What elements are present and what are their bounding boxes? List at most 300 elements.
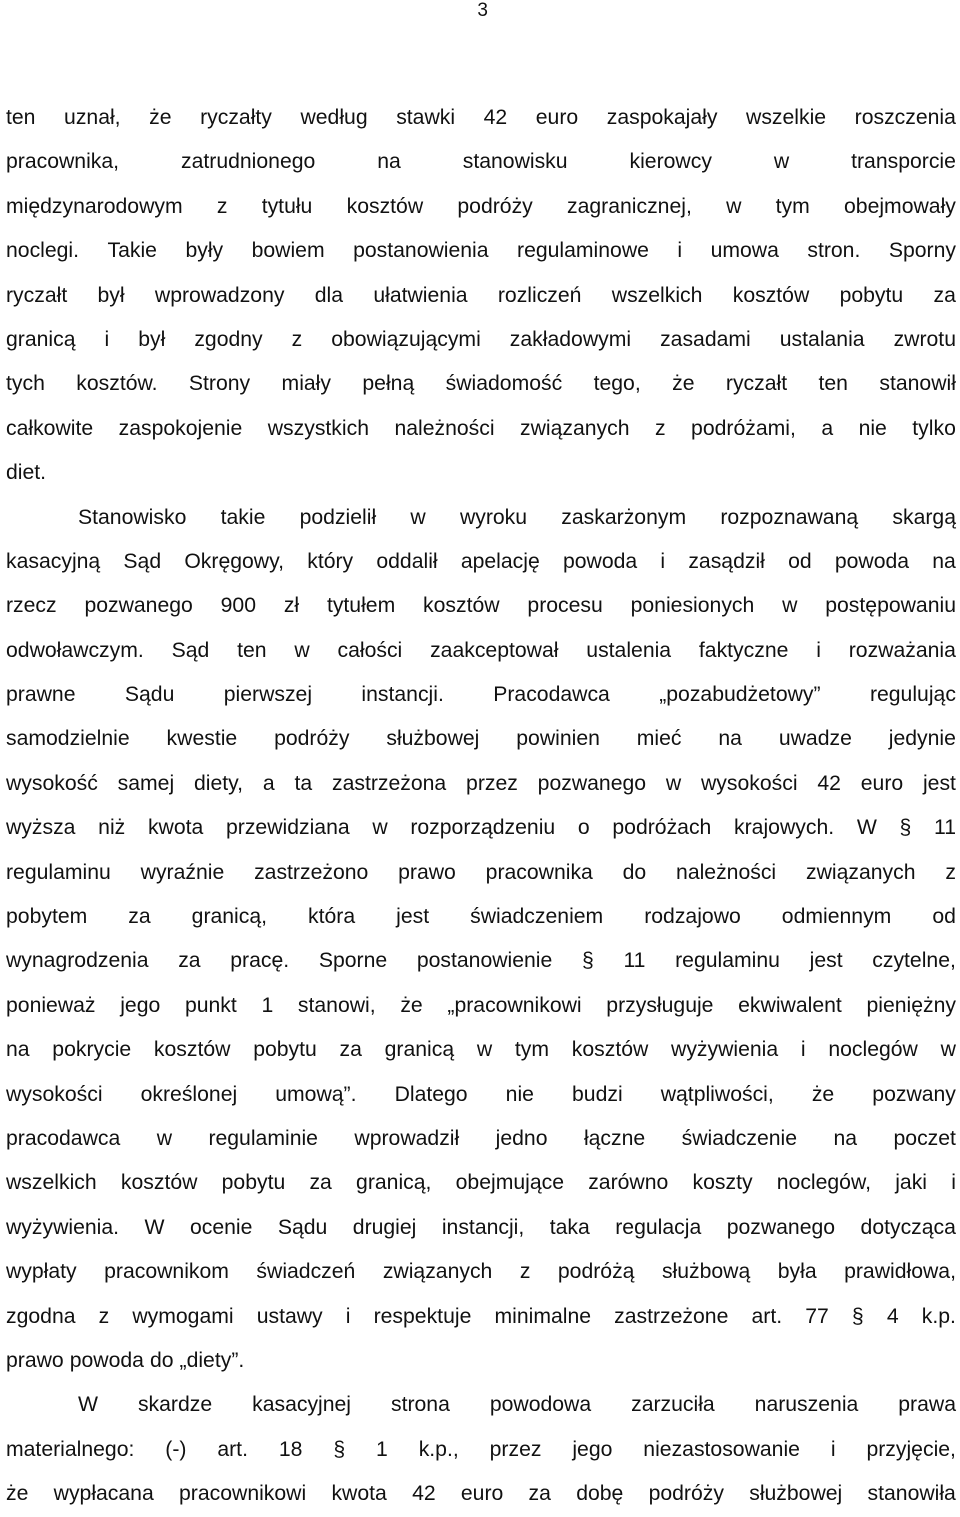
word: 42: [817, 771, 841, 795]
word: zagranicznej,: [567, 194, 692, 218]
word: rozpoznawaną: [720, 505, 859, 529]
text-line: [6, 895, 956, 939]
word: regulaminu: [6, 860, 111, 884]
word: za: [528, 1482, 551, 1506]
text-line: [6, 1028, 956, 1072]
word: pozwanego: [726, 1215, 836, 1239]
word: kwestie: [166, 727, 238, 751]
word: związanych: [520, 416, 630, 440]
word: samej: [117, 771, 175, 795]
word: wyższa: [6, 816, 76, 840]
word: podróży: [648, 1482, 724, 1506]
word: regulaminu: [675, 949, 780, 973]
word: nie: [858, 416, 887, 440]
word: 900: [220, 594, 256, 618]
word: kosztów.: [76, 372, 158, 396]
word: zaspokajały: [606, 106, 718, 129]
word: punkt: [184, 993, 237, 1017]
word: powoda: [69, 1348, 144, 1372]
word: w: [940, 1038, 956, 1062]
word: zastrzeżona: [331, 771, 447, 795]
word: Pracodawca: [493, 683, 610, 707]
word: ekwiwalent: [738, 993, 842, 1017]
word: a: [262, 771, 275, 795]
text-line: [6, 1428, 956, 1472]
word: uznał,: [64, 106, 121, 129]
word: a: [821, 416, 834, 440]
word: Sądu: [277, 1215, 328, 1239]
word: minimalne: [494, 1304, 592, 1328]
word: wypłaty: [6, 1260, 77, 1284]
word: o: [577, 816, 590, 840]
word: świadczeniem: [470, 905, 604, 929]
word: wszelkich: [6, 1171, 97, 1195]
word: miały: [281, 372, 331, 396]
word: dotycząca: [860, 1215, 956, 1239]
word: z: [945, 860, 956, 884]
word: zł: [283, 594, 300, 618]
word: zarzuciła: [631, 1393, 715, 1417]
word: granicą: [6, 327, 76, 351]
text-line: [6, 496, 956, 540]
word: kwota: [147, 816, 204, 840]
word: powoda: [834, 549, 910, 573]
word: czytelne,: [872, 949, 956, 973]
word: świadomość: [445, 372, 563, 396]
text-line: [6, 229, 956, 273]
word: stanowił: [879, 372, 956, 396]
word: ryczałt: [725, 372, 788, 396]
text-line: [6, 806, 956, 850]
word: umową”.: [275, 1082, 357, 1106]
word: prawo: [6, 1348, 64, 1372]
word: pobytu: [221, 1171, 286, 1195]
word: pełną: [362, 372, 415, 396]
word: pracownika,: [6, 150, 120, 174]
word: powinien: [516, 727, 600, 751]
word: jest: [809, 949, 843, 973]
word: podróżach: [612, 816, 712, 840]
word: instancji,: [441, 1215, 525, 1239]
word: materialnego:: [6, 1437, 135, 1461]
word: zgodny: [194, 327, 263, 351]
word: i: [830, 1437, 836, 1461]
word: że: [149, 106, 172, 129]
word: pobytem: [6, 905, 88, 929]
word: na: [932, 549, 956, 573]
word: zwrotu: [893, 327, 956, 351]
word: na: [718, 727, 742, 751]
word: zaskarżonym: [561, 505, 687, 529]
word: pieniężny: [866, 993, 956, 1017]
word: wymogami: [132, 1304, 234, 1328]
word: ustalenia: [586, 638, 672, 662]
word: ocenie: [189, 1215, 253, 1239]
text-line: [6, 1250, 956, 1294]
word: Sporne: [318, 949, 388, 973]
word: naruszenia: [754, 1393, 859, 1417]
word: 18: [278, 1437, 303, 1461]
text-line: [6, 1472, 956, 1516]
word: uwadze: [778, 727, 852, 751]
text-line: [6, 1383, 956, 1427]
word: przysługuje: [606, 993, 714, 1017]
word: noclegów,: [776, 1171, 871, 1195]
word: tych: [6, 372, 45, 396]
word: pracodawca: [6, 1126, 121, 1150]
word: W: [78, 1393, 98, 1417]
word: zarówno: [588, 1171, 669, 1195]
word: łączne: [583, 1126, 646, 1150]
word: świadczeń: [256, 1260, 356, 1284]
word: prawne: [6, 683, 76, 707]
document-body: [6, 96, 956, 1517]
word: z: [98, 1304, 110, 1328]
word: 11: [933, 816, 956, 840]
word: 77: [805, 1304, 829, 1328]
word: Okręgowy,: [184, 549, 285, 573]
word: ułatwienia: [373, 283, 468, 307]
word: był: [97, 283, 125, 307]
text-line: [6, 1161, 956, 1205]
word: dla: [314, 283, 344, 307]
word: i: [660, 549, 666, 573]
word: w: [782, 594, 798, 618]
word: kosztów: [423, 594, 500, 618]
word: międzynarodowym: [6, 194, 183, 218]
text-line: [6, 540, 956, 584]
word: wszelkie: [746, 106, 827, 129]
word: ryczałty: [200, 106, 272, 129]
word: zastrzeżono: [254, 860, 369, 884]
word: taka: [549, 1215, 590, 1239]
word: za: [309, 1171, 332, 1195]
word: ta: [294, 771, 313, 795]
word: k.p.: [921, 1304, 956, 1328]
word: stron.: [807, 239, 861, 263]
word: przez: [489, 1437, 542, 1461]
word: stanowi,: [297, 993, 376, 1017]
word: §: [899, 816, 912, 840]
word: wyżywienia.: [6, 1215, 120, 1239]
word: była: [777, 1260, 817, 1284]
word: wyżywienia: [671, 1038, 779, 1062]
word: obowiązującymi: [331, 327, 481, 351]
word: euro: [535, 106, 579, 129]
word: kasacyjnej: [252, 1393, 352, 1417]
word: jego: [572, 1437, 613, 1461]
word: Dlatego: [394, 1082, 468, 1106]
word: pobytu: [253, 1038, 317, 1062]
word: i: [677, 239, 683, 263]
word: regulaminowe: [517, 239, 649, 263]
word: przez: [466, 771, 518, 795]
word: od: [788, 549, 812, 573]
word: euro: [460, 1482, 504, 1506]
word: że: [6, 1482, 29, 1506]
word: niż: [98, 816, 126, 840]
word: rodzajowo: [644, 905, 741, 929]
word: rozporządzeniu: [410, 816, 556, 840]
word: samodzielnie: [6, 727, 130, 751]
word: kosztów: [571, 1038, 649, 1062]
word: tylko: [912, 416, 956, 440]
word: pracownikom: [104, 1260, 229, 1284]
word: postanowienia: [353, 239, 489, 263]
word: że: [672, 372, 695, 396]
word: zatrudnionego: [181, 150, 316, 174]
word: diety,: [194, 771, 244, 795]
word: art.: [751, 1304, 783, 1328]
word: krajowych.: [734, 816, 835, 840]
word: wątpliwości,: [660, 1082, 774, 1106]
word: skardze: [137, 1393, 213, 1417]
word: zasądził: [688, 549, 765, 573]
text-line: [6, 629, 956, 673]
word: na: [833, 1126, 858, 1150]
word: apelację: [460, 549, 540, 573]
word: przewidziana: [225, 816, 350, 840]
word: jest: [396, 905, 430, 929]
word: instancji.: [361, 683, 444, 707]
word: wszystkich: [267, 416, 369, 440]
word: zastrzeżone: [614, 1304, 729, 1328]
word: poniesionych: [630, 594, 755, 618]
word: stanowiła: [867, 1482, 956, 1506]
word: wprowadził: [354, 1126, 460, 1150]
word: faktyczne: [698, 638, 789, 662]
word: wynagrodzenia: [6, 949, 149, 973]
word: postanowienie: [416, 949, 553, 973]
text-line: [6, 851, 956, 895]
word: na: [377, 150, 401, 174]
word: Strony: [188, 372, 251, 396]
word: rozważania: [848, 638, 956, 662]
word: „pracownikowi: [447, 993, 582, 1017]
word: §: [851, 1304, 864, 1328]
word: art.: [217, 1437, 248, 1461]
word: zaspokojenie: [118, 416, 243, 440]
word: tytułem: [326, 594, 396, 618]
word: koszty: [692, 1171, 753, 1195]
word: odwoławczym.: [6, 638, 144, 662]
word: jego: [120, 993, 161, 1017]
word: z: [655, 416, 666, 440]
word: pracownikowi: [179, 1482, 307, 1506]
word: mieć: [636, 727, 682, 751]
word: ustawy: [256, 1304, 323, 1328]
word: skargą: [892, 505, 956, 529]
word: ten: [818, 372, 848, 396]
word: za: [339, 1038, 362, 1062]
word: wprowadzony: [154, 283, 285, 307]
word: ponieważ: [6, 993, 96, 1017]
word: 42: [483, 106, 508, 129]
word: w: [294, 638, 310, 662]
word: wysokości: [6, 1082, 103, 1106]
word: i: [800, 1038, 806, 1062]
word: należności: [676, 860, 777, 884]
word: pierwszej: [223, 683, 313, 707]
word: regulaminie: [208, 1126, 318, 1150]
word: jaki: [895, 1171, 927, 1195]
text-line: [6, 939, 956, 983]
word: stawki: [396, 106, 456, 129]
word: Sądu: [124, 683, 175, 707]
word: Sporny: [888, 239, 956, 263]
word: podróży: [274, 727, 350, 751]
word: w: [476, 1038, 493, 1062]
word: tym: [775, 194, 810, 218]
word: stanowisku: [462, 150, 568, 174]
word: kosztów: [120, 1171, 198, 1195]
word: 1: [376, 1437, 388, 1461]
word: kosztów: [153, 1038, 231, 1062]
word: z: [291, 327, 303, 351]
word: pozwanego: [537, 771, 647, 795]
word: służbowej: [749, 1482, 843, 1506]
text-line: [6, 762, 956, 806]
word: świadczenie: [681, 1126, 798, 1150]
word: kosztów: [732, 283, 810, 307]
word: rzecz: [6, 594, 57, 618]
word: i: [345, 1304, 351, 1328]
word: pracownika: [485, 860, 593, 884]
word: noclegów: [828, 1038, 918, 1062]
word: na: [6, 1038, 30, 1062]
word: od: [932, 905, 956, 929]
word: granicą,: [191, 905, 268, 929]
word: rozliczeń: [497, 283, 582, 307]
word: pozwanego: [84, 594, 193, 618]
text-line: [6, 1339, 956, 1383]
word: zaakceptował: [430, 638, 559, 662]
word: związanych: [382, 1260, 493, 1284]
word: do: [149, 1348, 174, 1372]
word: całości: [337, 638, 403, 662]
word: 42: [412, 1482, 436, 1506]
word: noclegi.: [6, 239, 80, 263]
word: podróżami,: [691, 416, 796, 440]
text-line: [6, 984, 956, 1028]
text-line: [6, 407, 956, 451]
text-line: [6, 185, 956, 229]
word: postępowaniu: [825, 594, 956, 618]
page-number: 3: [477, 0, 488, 21]
word: regulacja: [615, 1215, 702, 1239]
word: strona: [390, 1393, 450, 1417]
word: w: [372, 816, 388, 840]
word: ryczałt: [6, 283, 68, 307]
word: k.p.,: [418, 1437, 459, 1461]
word: Sąd: [171, 638, 210, 662]
word: wyraźnie: [140, 860, 225, 884]
word: zasadami: [660, 327, 751, 351]
word: przyjęcie,: [866, 1437, 956, 1461]
word: Stanowisko: [78, 505, 187, 529]
word: podzielił: [299, 505, 377, 529]
word: był: [138, 327, 166, 351]
word: że: [400, 993, 423, 1017]
word: tytułu: [261, 194, 313, 218]
word: do: [622, 860, 647, 884]
word: ustalania: [779, 327, 865, 351]
word: niezastosowanie: [643, 1437, 800, 1461]
word: były: [185, 239, 224, 263]
word: jedno: [495, 1126, 548, 1150]
text-line: [6, 96, 956, 140]
word: z: [519, 1260, 531, 1284]
word: podróży: [457, 194, 533, 218]
word: ten: [6, 106, 36, 129]
word: pokrycie: [52, 1038, 132, 1062]
word: w: [726, 194, 742, 218]
text-line: [6, 140, 956, 184]
word: prawa: [898, 1393, 956, 1417]
word: wypłacana: [53, 1482, 154, 1506]
word: respektuje: [373, 1304, 472, 1328]
word: §: [581, 949, 594, 973]
word: i: [816, 638, 821, 662]
word: podróżą: [557, 1260, 635, 1284]
word: 11: [623, 949, 646, 973]
word: granicą: [384, 1038, 455, 1062]
word: za: [178, 949, 201, 973]
word: w: [665, 771, 682, 795]
word: §: [333, 1437, 346, 1461]
word: pobytu: [839, 283, 904, 307]
text-line: [6, 673, 956, 717]
word: kierowcy: [629, 150, 712, 174]
word: transporcie: [851, 150, 956, 174]
text-line: [6, 362, 956, 406]
text-line: [6, 717, 956, 761]
word: całkowite: [6, 416, 94, 440]
word: tym: [514, 1038, 550, 1062]
word: budzi: [572, 1082, 623, 1106]
word: granicą,: [356, 1171, 432, 1195]
word: i: [951, 1171, 956, 1195]
word: prawo: [398, 860, 456, 884]
word: Takie: [107, 239, 157, 263]
word: za: [128, 905, 151, 929]
text-line: [6, 318, 956, 362]
word: że: [811, 1082, 835, 1106]
word: obejmowały: [844, 194, 956, 218]
word: z: [216, 194, 228, 218]
word: kwota: [331, 1482, 387, 1506]
word: Sąd: [123, 549, 162, 573]
word: takie: [220, 505, 266, 529]
word: drugiej: [352, 1215, 417, 1239]
text-line: [6, 584, 956, 628]
word: nie: [505, 1082, 534, 1106]
word: prawidłowa,: [844, 1260, 956, 1284]
word: umowa: [710, 239, 779, 263]
word: powoda: [562, 549, 638, 573]
word: który: [307, 549, 354, 573]
word: euro: [860, 771, 904, 795]
word: pozwany: [872, 1082, 956, 1106]
word: dobę: [576, 1482, 624, 1506]
text-line: [6, 451, 956, 495]
word: w: [410, 505, 426, 529]
word: oddalił: [376, 549, 438, 573]
word: procesu: [527, 594, 603, 618]
word: powodowa: [489, 1393, 592, 1417]
word: (-): [165, 1437, 187, 1461]
word: 4: [886, 1304, 899, 1328]
